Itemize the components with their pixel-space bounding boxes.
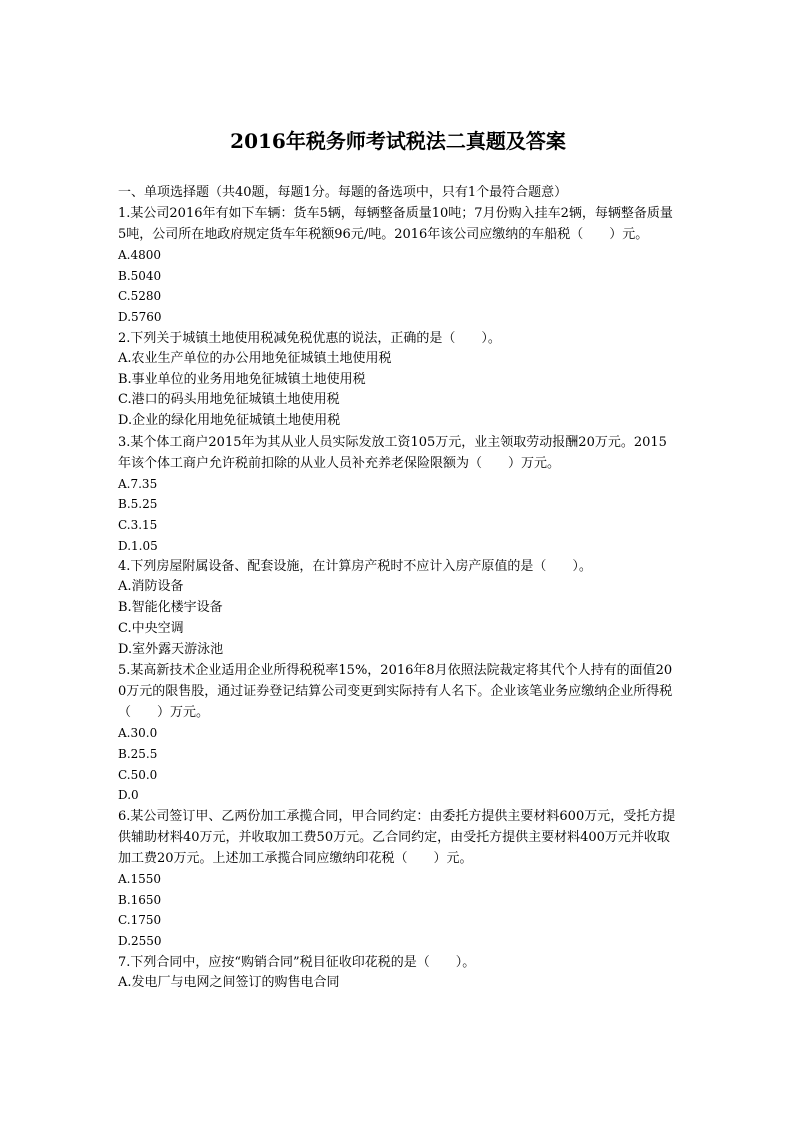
option-b: B.25.5: [118, 746, 158, 761]
option-c: C.3.15: [118, 518, 158, 533]
question-stem: 2.下列关于城镇土地使用税减免税优惠的说法，正确的是（ ）。: [118, 330, 501, 346]
option-c: C.港口的码头用地免征城镇土地使用税: [118, 392, 340, 408]
option-d: D.5760: [118, 310, 162, 325]
option-d: D.2550: [118, 934, 162, 949]
question-2: [118, 328, 678, 432]
option-c: C.50.0: [118, 767, 158, 782]
document-title: 2016年税务师考试税法二真题及答案: [230, 129, 566, 153]
option-d: D.企业的绿化用地免征城镇土地使用税: [118, 412, 341, 428]
option-d: D.1.05: [118, 538, 158, 553]
document-page: [118, 118, 678, 994]
option-b: B.1650: [118, 892, 162, 907]
option-a: A.发电厂与电网之间签订的购售电合同: [118, 974, 340, 990]
section-heading: 一、单项选择题（共40题，每题1分。每题的备选项中，只有1个最符合题意）: [118, 185, 568, 200]
question-stem: 5.某高新技术企业适用企业所得税税率15%，2016年8月依照法院裁定将其代个人持有的面值200万元的限售股，通过证券登记结算公司变更到实际持有人名下。企业该笔业务应缴纳企业所得税（ ）万元。: [118, 663, 673, 721]
question-1: [118, 203, 678, 328]
question-stem: 3.某个体工商户2015年为其从业人员实际发放工资105万元，业主领取劳动报酬20万元。2015年该个体工商户允许税前扣除的从业人员补充养老保险限额为（ ）万元。: [118, 434, 667, 471]
option-b: B.智能化楼宇设备: [118, 600, 223, 616]
question-3: [118, 432, 678, 557]
option-a: A.农业生产单位的办公用地免征城镇土地使用税: [118, 350, 392, 366]
question-7: [118, 952, 678, 994]
option-d: D.室外露天游泳池: [118, 641, 224, 657]
option-a: A.消防设备: [118, 579, 184, 595]
option-a: A.7.35: [118, 476, 158, 491]
option-c: C.中央空调: [118, 620, 184, 636]
question-stem: 4.下列房屋附属设备、配套设施，在计算房产税时不应计入房产原值的是（ ）。: [118, 559, 592, 575]
option-a: A.30.0: [118, 726, 158, 741]
option-b: B.5.25: [118, 497, 158, 512]
option-a: A.1550: [118, 872, 162, 887]
question-stem: 7.下列合同中，应按“购销合同”税目征收印花税的是（ ）。: [118, 954, 476, 970]
question-stem: 6.某公司签订甲、乙两份加工承揽合同，甲合同约定：由委托方提供主要材料600万元，受托方提供辅助材料40万元，并收取加工费50万元。乙合同约定，由受托方提供主要材料400万元并收取加工费20万元。上述加工承揽合同应缴纳印花税（ ）元。: [118, 809, 676, 867]
option-c: C.1750: [118, 913, 162, 928]
option-a: A.4800: [118, 248, 162, 262]
question-stem: 1.某公司2016年有如下车辆：货车5辆，每辆整备质量10吨；7月份购入挂车2辆，每辆整备质量5吨，公司所在地政府规定货车年税额96元/吨。2016年该公司应缴纳的车船税（ ）元。: [118, 206, 673, 242]
question-5: [118, 660, 678, 806]
option-d: D.0: [118, 788, 139, 803]
question-4: [118, 556, 678, 660]
option-c: C.5280: [118, 289, 162, 304]
option-b: B.5040: [118, 268, 162, 283]
option-b: B.事业单位的业务用地免征城镇土地使用税: [118, 371, 366, 387]
question-6: [118, 806, 678, 952]
